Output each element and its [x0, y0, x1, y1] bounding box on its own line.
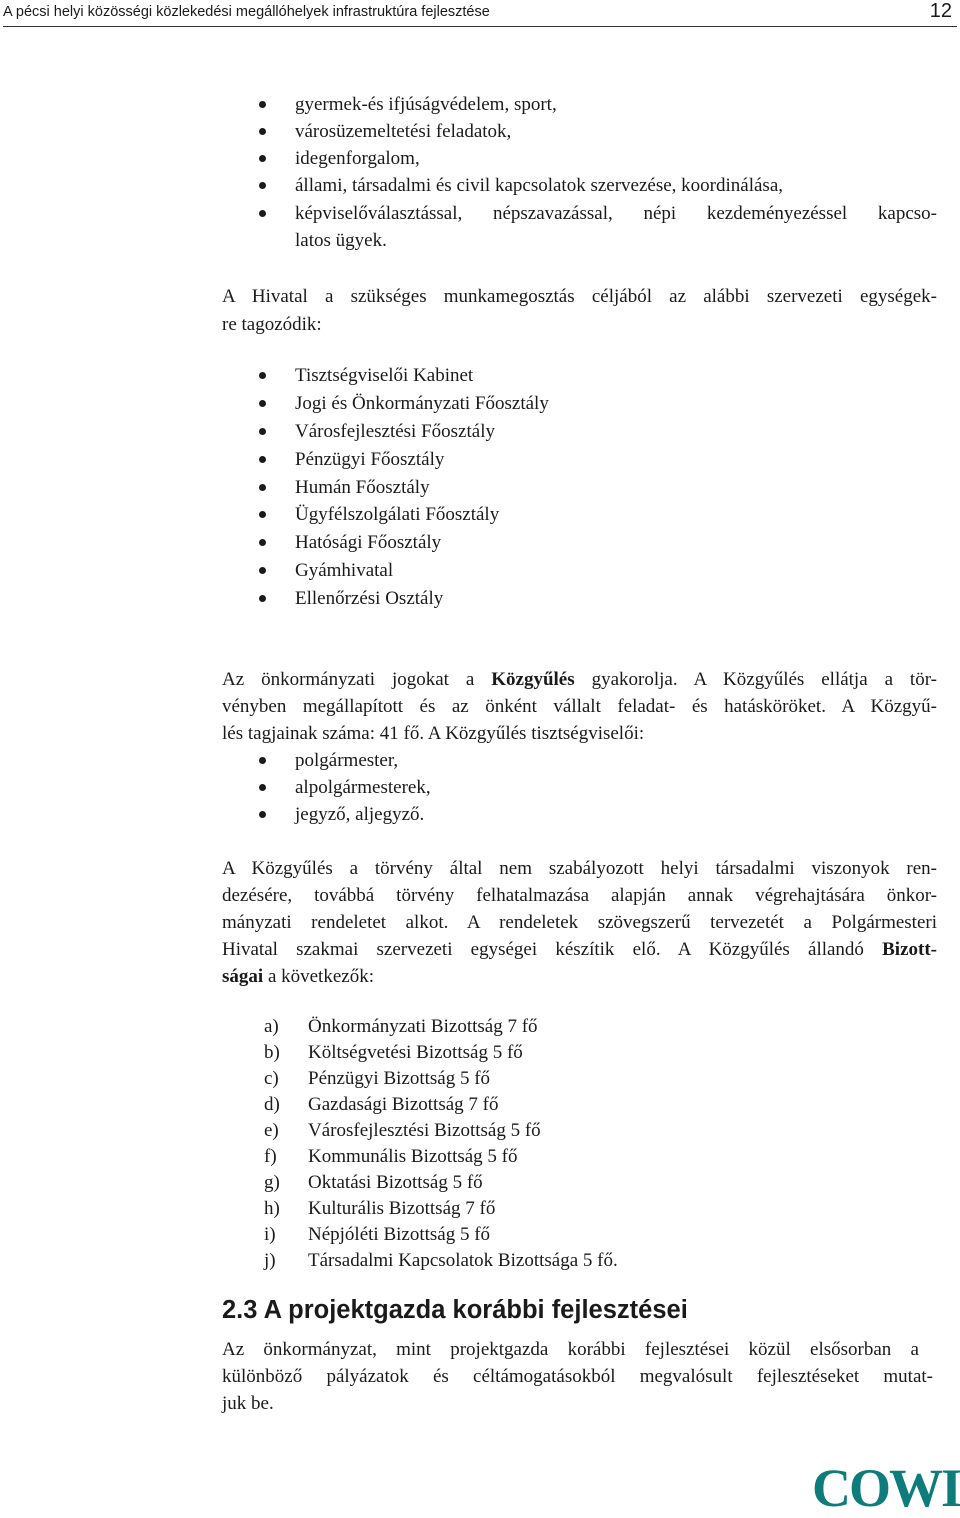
- paragraph-line: juk be.: [222, 1393, 274, 1414]
- list-item-label: h): [264, 1198, 280, 1219]
- list-item: Költségvetési Bizottság 5 fő: [308, 1042, 523, 1063]
- paragraph-line: dezésére, továbbá törvény felhatalmazása alapján annak végrehajtására önkor-: [222, 885, 937, 906]
- list-item: idegenforgalom,: [295, 148, 420, 169]
- bullet-icon: [259, 372, 266, 379]
- list-item: Oktatási Bizottság 5 fő: [308, 1172, 483, 1193]
- running-header-title: A pécsi helyi közösségi közlekedési megállóhelyek infrastruktúra fejlesztése: [3, 4, 490, 20]
- list-item: Jogi és Önkormányzati Főosztály: [295, 393, 549, 414]
- bullet-icon: [259, 101, 266, 108]
- list-item: Gazdasági Bizottság 7 fő: [308, 1094, 499, 1115]
- bullet-icon: [259, 182, 266, 189]
- bullet-icon: [259, 210, 266, 217]
- list-item-label: f): [264, 1146, 277, 1167]
- list-item: képviselőválasztással, népszavazással, népi kezdeményezéssel kapcso-: [295, 203, 937, 224]
- list-item: jegyző, aljegyző.: [295, 804, 425, 825]
- list-item: Hatósági Főosztály: [295, 532, 442, 553]
- text-run: Az önkormányzati jogokat a: [222, 669, 492, 690]
- paragraph-line: [222, 667, 937, 693]
- paragraph-line: A Hivatal a szükséges munkamegosztás céljából az alábbi szervezeti egységek-: [222, 286, 937, 307]
- list-item: Pénzügyi Főosztály: [295, 449, 445, 470]
- list-item: Városfejlesztési Főosztály: [295, 421, 495, 442]
- bullet-icon: [259, 811, 266, 818]
- text-run: gyakorolja. A Közgyűlés ellátja a tör-: [574, 669, 937, 690]
- bullet-icon: [259, 757, 266, 764]
- paragraph-line: [222, 937, 937, 963]
- paragraph-line: lés tagjainak száma: 41 fő. A Közgyűlés tisztségviselői:: [222, 723, 645, 744]
- list-item: Városfejlesztési Bizottság 5 fő: [308, 1120, 541, 1141]
- text-run: Hivatal szakmai szervezeti egységei készítik elő. A Közgyűlés állandó: [222, 939, 883, 960]
- list-item-label: g): [264, 1172, 280, 1193]
- list-item: Kommunális Bizottság 5 fő: [308, 1146, 518, 1167]
- bullet-icon: [259, 567, 266, 574]
- bullet-icon: [259, 539, 266, 546]
- list-item: Pénzügyi Bizottság 5 fő: [308, 1068, 491, 1089]
- paragraph-line: mányzati rendeletet alkot. A rendeletek szövegszerű tervezetét a Polgármesteri: [222, 912, 937, 933]
- bullet-icon: [259, 155, 266, 162]
- list-item-label: a): [264, 1016, 279, 1037]
- list-item: Tisztségviselői Kabinet: [295, 365, 474, 386]
- paragraph-line: Az önkormányzat, mint projektgazda korábbi fejlesztései közül elsősorban a: [222, 1339, 919, 1360]
- bold-term: ságai: [222, 966, 264, 987]
- bullet-icon: [259, 484, 266, 491]
- bold-term: Bizott-: [882, 939, 937, 960]
- list-item-label: e): [264, 1120, 279, 1141]
- list-item: gyermek-és ifjúságvédelem, sport,: [295, 94, 557, 115]
- list-item: állami, társadalmi és civil kapcsolatok szervezése, koordinálása,: [295, 175, 784, 196]
- bullet-icon: [259, 784, 266, 791]
- list-item: alpolgármesterek,: [295, 777, 431, 798]
- paragraph-line: különböző pályázatok és céltámogatásokból megvalósult fejlesztéseket mutat-: [222, 1366, 933, 1387]
- header-divider: [3, 26, 957, 27]
- list-item: városüzemeltetési feladatok,: [295, 121, 512, 142]
- bullet-icon: [259, 128, 266, 135]
- text-run: a következők:: [263, 966, 374, 987]
- list-item: Társadalmi Kapcsolatok Bizottsága 5 fő.: [308, 1250, 618, 1271]
- paragraph-line: [222, 964, 374, 990]
- list-item-continuation: latos ügyek.: [295, 230, 387, 251]
- bullet-icon: [259, 595, 266, 602]
- bullet-icon: [259, 456, 266, 463]
- bold-term: Közgyűlés: [491, 669, 575, 690]
- paragraph-line: A Közgyűlés a törvény által nem szabályozott helyi társadalmi viszonyok ren-: [222, 858, 937, 879]
- paragraph-line: re tagozódik:: [222, 314, 322, 335]
- list-item: polgármester,: [295, 750, 399, 771]
- paragraph-line: vényben megállapított és az önként vállalt feladat- és hatásköröket. A Közgyű-: [222, 696, 937, 717]
- list-item-label: i): [264, 1224, 276, 1245]
- list-item-label: d): [264, 1094, 280, 1115]
- list-item: Ügyfélszolgálati Főosztály: [295, 504, 500, 525]
- list-item-label: c): [264, 1068, 279, 1089]
- bullet-icon: [259, 428, 266, 435]
- list-item-label: j): [264, 1250, 276, 1271]
- list-item: Humán Főosztály: [295, 477, 430, 498]
- page-number: 12: [929, 0, 952, 22]
- list-item-label: b): [264, 1042, 280, 1063]
- cowi-logo: COWI: [812, 1458, 960, 1518]
- list-item: Népjóléti Bizottság 5 fő: [308, 1224, 491, 1245]
- section-heading: 2.3 A projektgazda korábbi fejlesztései: [222, 1296, 688, 1324]
- bullet-icon: [259, 511, 266, 518]
- bullet-icon: [259, 400, 266, 407]
- list-item: Önkormányzati Bizottság 7 fő: [308, 1016, 538, 1037]
- list-item: Gyámhivatal: [295, 560, 394, 581]
- list-item: Kulturális Bizottság 7 fő: [308, 1198, 496, 1219]
- list-item: Ellenőrzési Osztály: [295, 588, 444, 609]
